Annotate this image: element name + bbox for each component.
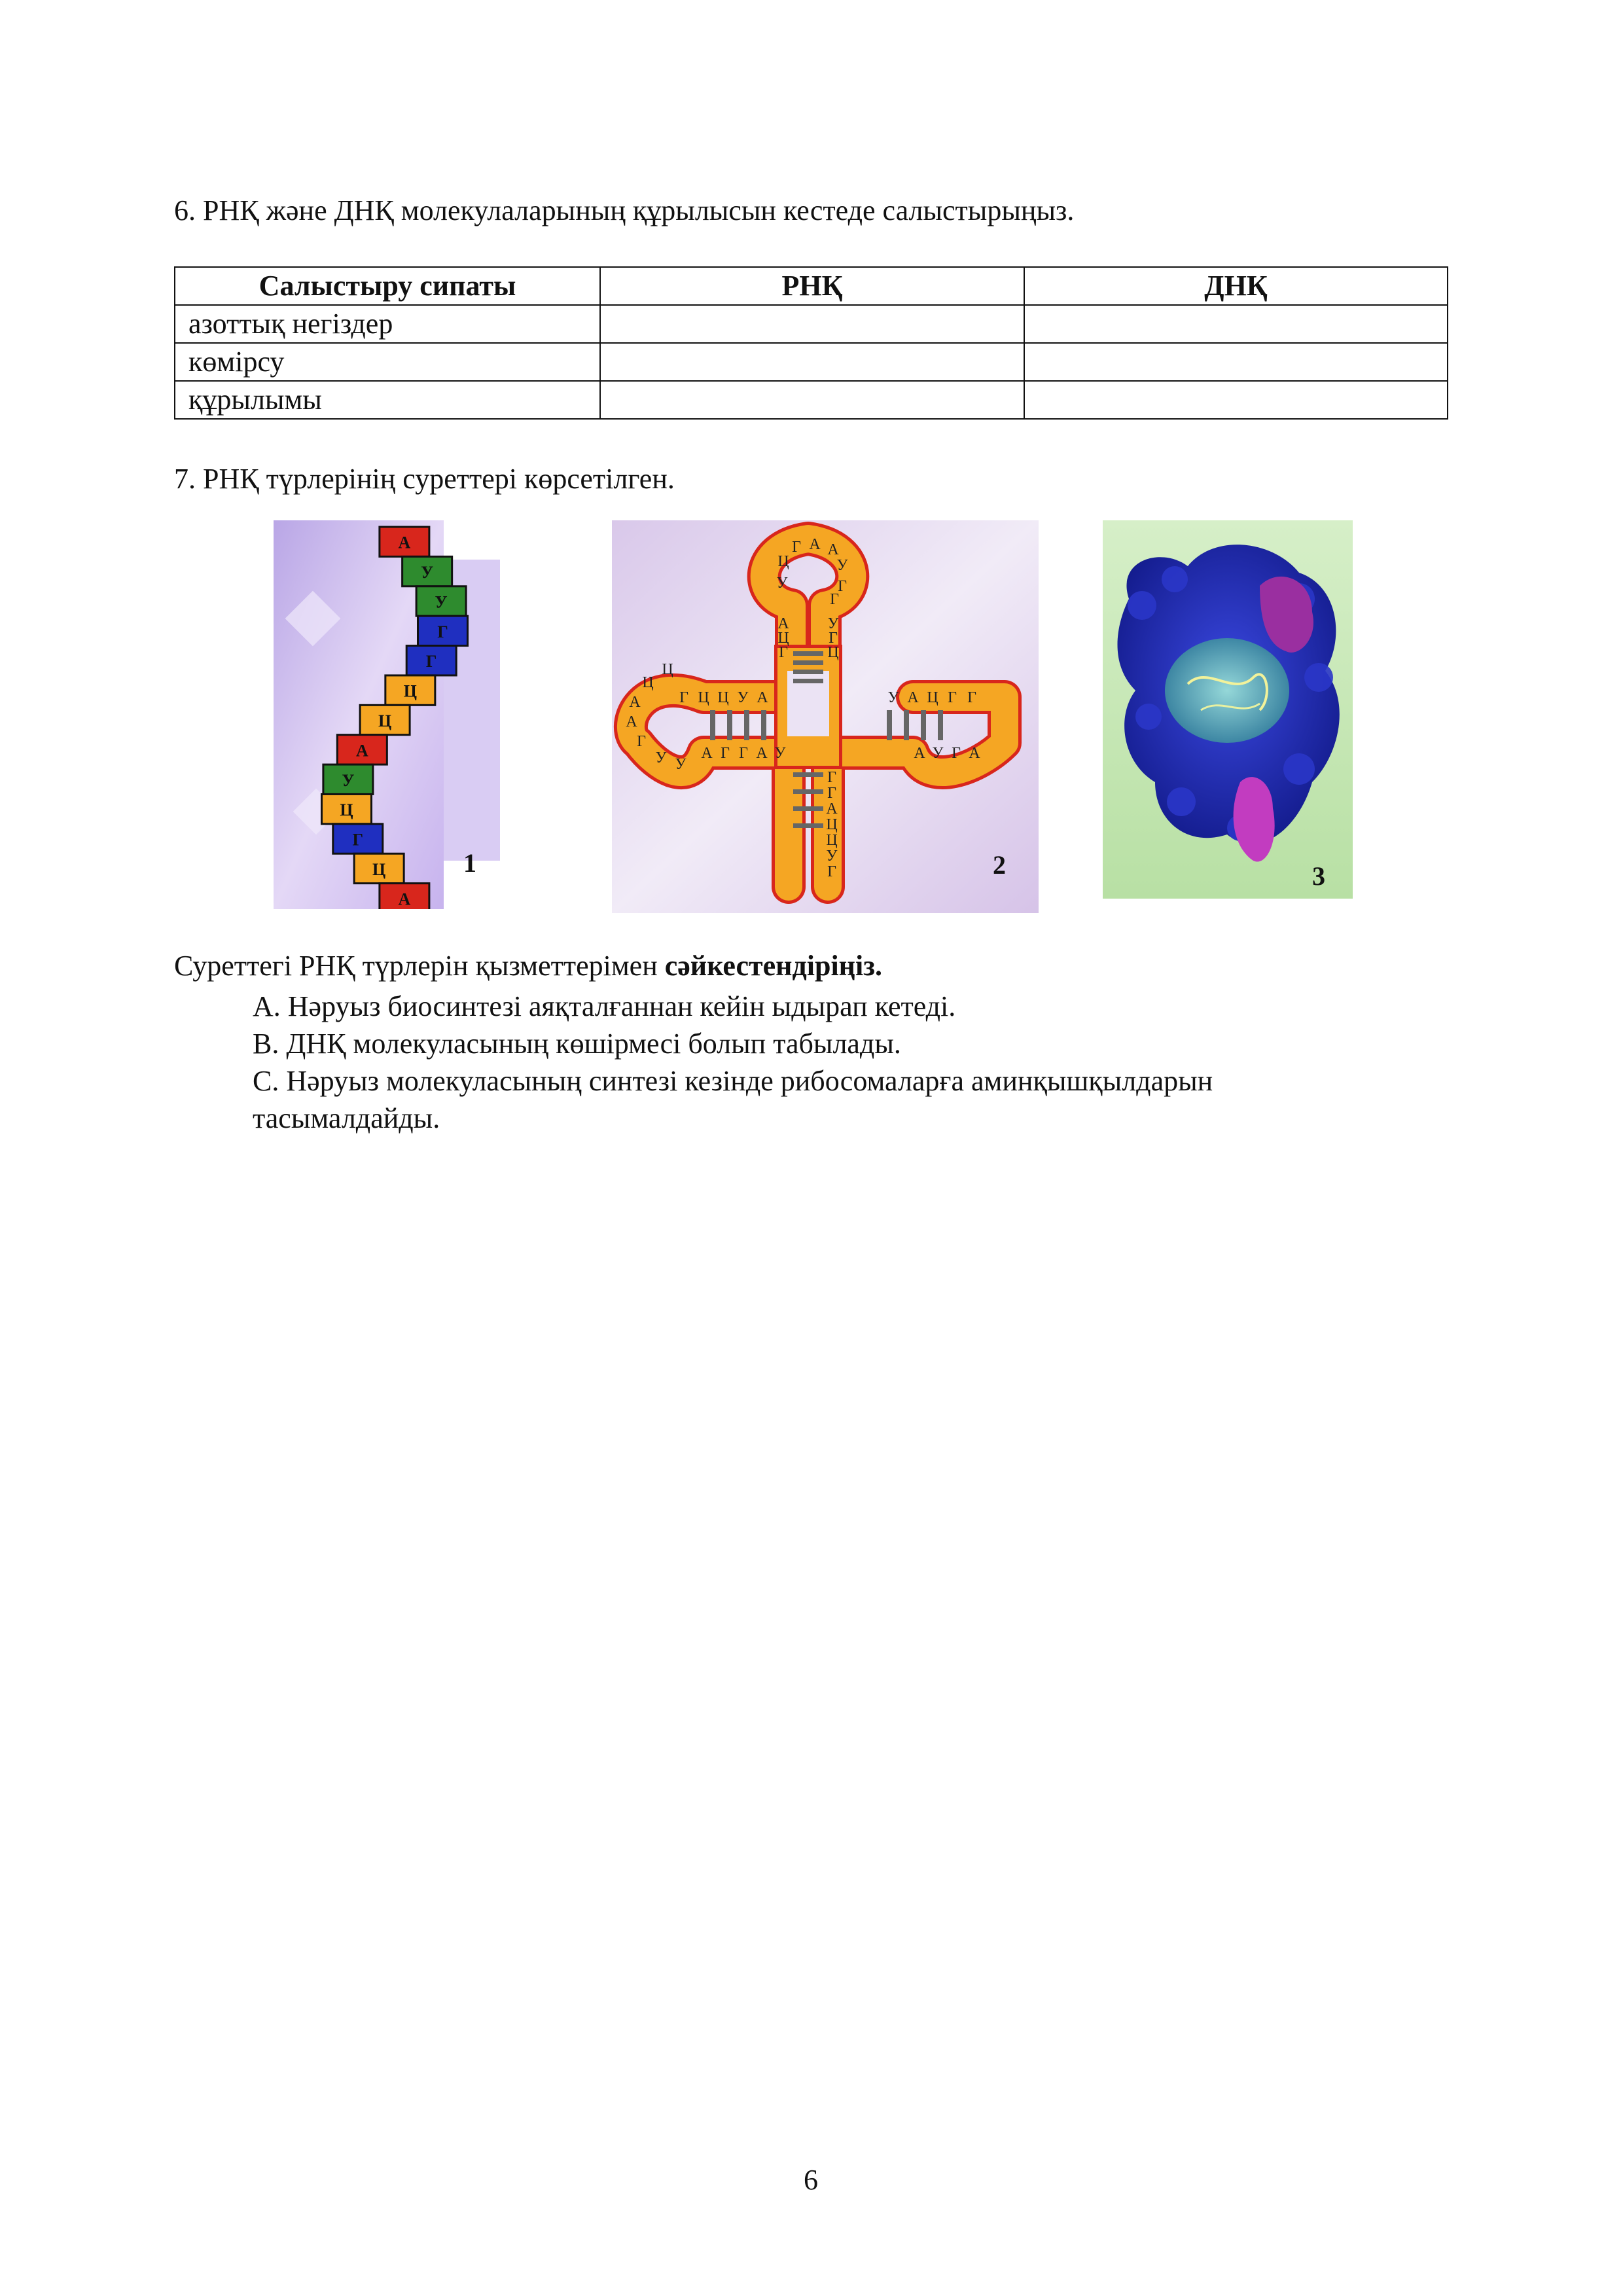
figure-number-1: 1 xyxy=(463,848,476,878)
figure-trna xyxy=(612,520,1039,913)
page-number: 6 xyxy=(804,2164,818,2196)
acceptor-stem-bar xyxy=(793,670,823,674)
figure-number-2: 2 xyxy=(993,850,1006,880)
table-header: РНҚ xyxy=(600,267,1024,305)
instruction-text: Суреттегі РНҚ түрлерін қызметтерімен xyxy=(174,950,665,982)
anticodon-stem-bar xyxy=(793,823,823,828)
table-cell[interactable] xyxy=(600,343,1024,381)
trna-base: Г xyxy=(967,689,976,706)
trna-base: Г xyxy=(827,863,836,880)
mrna-base: Ц xyxy=(403,681,417,701)
mrna-base: А xyxy=(398,533,411,552)
trna-base: А xyxy=(701,745,713,762)
trna-base: У xyxy=(826,848,838,865)
acceptor-stem-bar xyxy=(793,679,823,683)
right-arm-bar xyxy=(938,710,943,740)
trna-illustration xyxy=(612,520,1039,913)
anticodon-stem-bar xyxy=(793,789,823,794)
table-cell: құрылымы xyxy=(175,381,600,419)
trna-base: Г xyxy=(948,689,957,706)
mrna-base: Г xyxy=(437,622,448,641)
right-arm-bar xyxy=(904,710,909,740)
trna-base: Г xyxy=(827,769,836,786)
mrna-base: Ц xyxy=(340,800,353,820)
mrna-base: У xyxy=(342,770,355,790)
figure-mrna xyxy=(274,520,500,909)
trna-base: А xyxy=(809,536,821,553)
option-c-continued: тасымалдайды. xyxy=(253,1102,440,1134)
left-arm-bar xyxy=(727,710,732,740)
mrna-base: Г xyxy=(425,652,437,672)
table-header: ДНҚ xyxy=(1024,267,1448,305)
trna-base: Г xyxy=(637,733,646,750)
question-7: 7. РНҚ түрлерінің суреттері көрсетілген. xyxy=(174,463,675,495)
trna-base: У xyxy=(737,689,749,706)
trna-base: А xyxy=(969,745,980,762)
trna-base: Ц xyxy=(827,644,839,661)
mrna-base: У xyxy=(435,592,448,612)
mrna-base: У xyxy=(421,563,434,583)
left-arm-bar xyxy=(710,710,715,740)
trna-base: Г xyxy=(679,689,688,706)
acceptor-stem-bar xyxy=(793,660,823,665)
left-arm-bar xyxy=(744,710,749,740)
table-cell[interactable] xyxy=(1024,305,1448,343)
table-cell: көмірсу xyxy=(175,343,600,381)
table-header: Салыстыру сипаты xyxy=(175,267,600,305)
trna-base: А xyxy=(827,541,839,558)
table-row xyxy=(175,343,1448,381)
option-a: А. Нәруыз биосинтезі аяқталғаннан кейін ыдырап кетеді. xyxy=(253,990,956,1022)
trna-base: Ц xyxy=(927,689,938,706)
comparison-table xyxy=(174,266,1448,420)
table-header-row xyxy=(175,267,1448,305)
trna-base: У xyxy=(655,749,667,766)
trna-base: У xyxy=(836,557,848,574)
mrna-base: А xyxy=(398,889,411,909)
trna-base: Ц xyxy=(642,674,654,691)
trna-base: Г xyxy=(792,539,801,556)
trna-base: Ц xyxy=(662,661,673,678)
anticodon-stem-bar xyxy=(793,772,823,777)
table-cell: азоттық негіздер xyxy=(175,305,600,343)
mrna-base: Ц xyxy=(378,711,392,730)
trna-base: У xyxy=(774,745,786,762)
trna-base: Г xyxy=(739,745,748,762)
table-row xyxy=(175,305,1448,343)
trna-base: А xyxy=(756,745,768,762)
table-cell[interactable] xyxy=(1024,343,1448,381)
trna-base: Г xyxy=(838,578,847,595)
trna-base: У xyxy=(776,575,788,592)
matching-instruction xyxy=(174,949,882,983)
trna-base: Ц xyxy=(777,630,789,647)
right-arm-bar xyxy=(921,710,926,740)
trna-base: Ц xyxy=(826,816,838,833)
trna-base: А xyxy=(914,745,925,762)
table-cell[interactable] xyxy=(600,381,1024,419)
trna-base: Г xyxy=(827,785,836,802)
trna-base: Г xyxy=(830,591,839,608)
rrna-illustration xyxy=(1103,520,1353,899)
anticodon-stem-bar xyxy=(793,806,823,811)
instruction-bold: сәйкестендіріңіз. xyxy=(664,950,882,982)
mrna-base: А xyxy=(355,741,368,761)
mrna-base: Г xyxy=(352,830,364,850)
left-arm-bar xyxy=(761,710,766,740)
table-cell[interactable] xyxy=(600,305,1024,343)
trna-base: А xyxy=(629,694,641,711)
figure-number-3: 3 xyxy=(1312,861,1325,891)
trna-base: А xyxy=(907,689,919,706)
trna-base: Ц xyxy=(826,832,838,849)
trna-base: У xyxy=(675,756,687,773)
table-row xyxy=(175,381,1448,419)
trna-base: Ц xyxy=(717,689,729,706)
figure-rrna xyxy=(1103,520,1353,899)
trna-base: А xyxy=(757,689,768,706)
table-cell[interactable] xyxy=(1024,381,1448,419)
option-c: С. Нәруыз молекуласының синтезі кезінде рибосомаларға аминқышқылдарын xyxy=(253,1065,1213,1097)
trna-base: А xyxy=(826,800,838,817)
trna-base: Ц xyxy=(777,553,789,570)
trna-base: У xyxy=(932,745,944,762)
trna-base: А xyxy=(777,615,789,632)
trna-base: У xyxy=(887,689,899,706)
option-b: В. ДНҚ молекуласының көшірмесі болып табылады. xyxy=(253,1028,901,1060)
trna-base: Г xyxy=(952,745,961,762)
trna-base: Г xyxy=(829,630,838,647)
right-arm-bar xyxy=(887,710,892,740)
trna-base: У xyxy=(827,615,839,632)
trna-base: Ц xyxy=(698,689,709,706)
trna-base: Г xyxy=(779,644,788,661)
trna-base: Г xyxy=(721,745,730,762)
mrna-base: Ц xyxy=(372,859,386,879)
trna-base: А xyxy=(626,713,637,730)
acceptor-stem-bar xyxy=(793,651,823,656)
question-6: 6. РНҚ және ДНҚ молекулаларының құрылысын кестеде салыстырыңыз. xyxy=(174,194,1075,226)
